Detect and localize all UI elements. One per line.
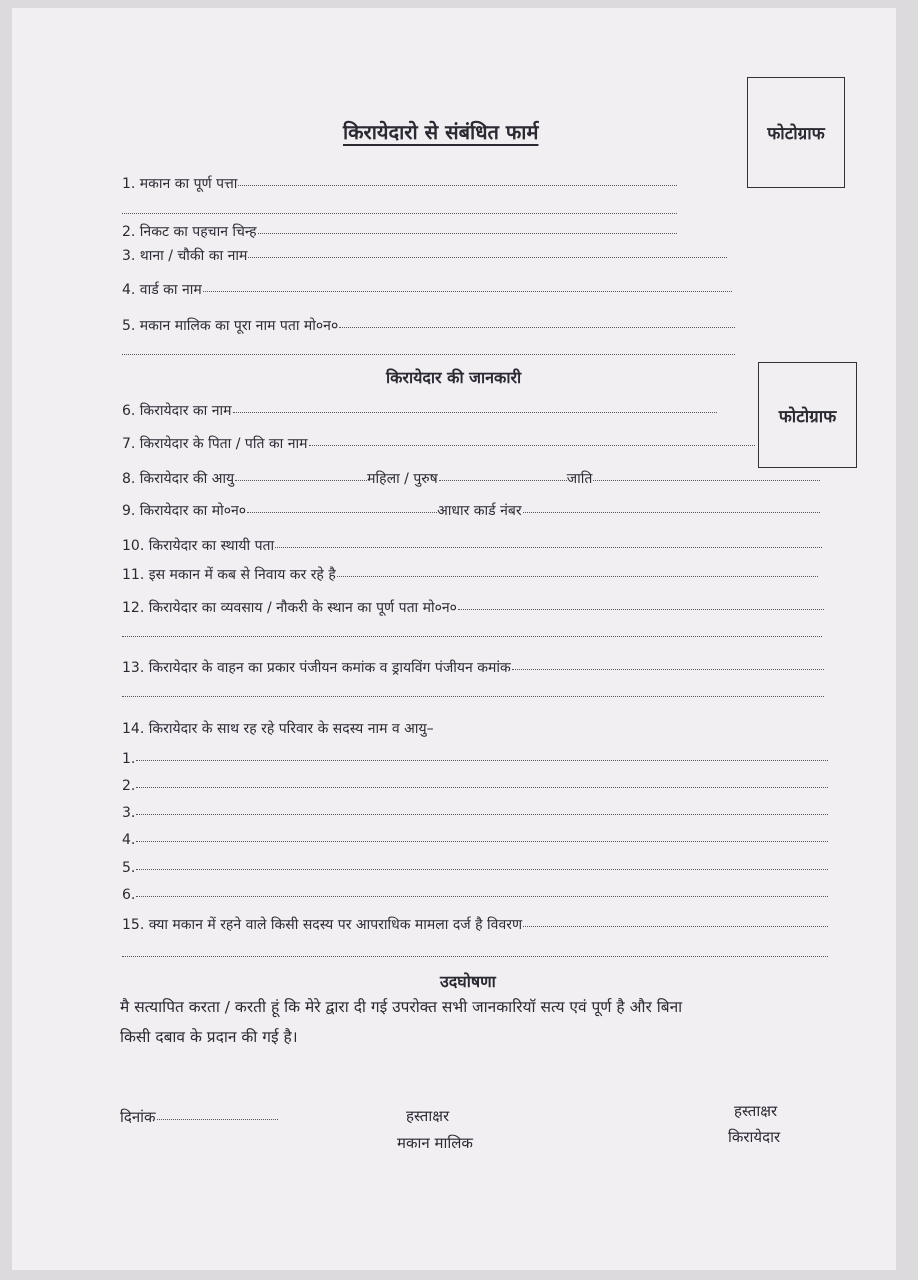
family-member-number: 1.: [122, 751, 136, 767]
declaration-text-line1: मै सत्यापित करता / करती हूं कि मेरे द्वारा दी गई उपरोक्त सभी जानकारियॉ सत्य एवं पूर्ण है और बिना: [120, 998, 683, 1016]
field-criminal-case-line2[interactable]: [122, 956, 828, 957]
form-page: [12, 8, 896, 1270]
declaration-text-line2: किसी दबाव के प्रदान की गई है।: [120, 1028, 298, 1046]
age-label: 8. किरायेदार की आयु: [122, 471, 235, 487]
field-house-address-line2[interactable]: [122, 213, 677, 214]
section-title-tenant-info: किरायेदार की जानकारी: [386, 368, 522, 387]
family-member-row[interactable]: [122, 778, 828, 794]
field-tenant-name[interactable]: 6. किरायेदार का नाम: [122, 401, 717, 420]
field-tenant-mobile-aadhaar[interactable]: [122, 501, 820, 520]
form-title: किरायेदारो से संबंधित फार्म: [343, 120, 539, 144]
declaration-title: उदघोषणा: [440, 972, 496, 991]
photograph-label: फोटोग्राफ: [778, 406, 837, 427]
tenant-label: किरायेदार: [728, 1128, 781, 1146]
family-member-number: 5.: [122, 860, 136, 876]
family-member-row[interactable]: [122, 860, 828, 876]
landlord-signature-label: हस्ताक्षर: [406, 1107, 450, 1125]
field-landmark[interactable]: 2. निकट का पहचान चिन्ह: [122, 222, 677, 241]
field-landlord-details[interactable]: 5. मकान मालिक का पूरा नाम पता मो०न०: [122, 316, 735, 335]
field-family-members-heading: 14. किरायेदार के साथ रह रहे परिवार के सदस्य नाम व आयु–: [122, 721, 434, 737]
field-occupation-address-line2[interactable]: [122, 636, 822, 637]
family-member-number: 3.: [122, 805, 136, 821]
field-criminal-case[interactable]: 15. क्या मकान में रहने वाले किसी सदस्य पर आपराधिक मामला दर्ज है विवरण: [122, 915, 828, 934]
field-house-address[interactable]: 1. मकान का पूर्ण पत्ता: [122, 174, 677, 193]
family-member-row[interactable]: [122, 832, 828, 848]
family-member-row[interactable]: [122, 805, 828, 821]
gender-label: महिला / पुरुष: [367, 471, 438, 487]
field-vehicle-details[interactable]: 13. किरायेदार के वाहन का प्रकार पंजीयन कमांक व ड्रायविंग पंजीयन कमांक: [122, 658, 824, 677]
photograph-label: फोटोग्राफ: [767, 124, 825, 144]
family-member-number: 2.: [122, 778, 136, 794]
family-member-number: 6.: [122, 887, 136, 903]
photograph-box-2: [758, 362, 857, 468]
tenant-signature-label: हस्ताक्षर: [734, 1102, 778, 1120]
family-member-row[interactable]: [122, 751, 828, 767]
field-permanent-address[interactable]: 10. किरायेदार का स्थायी पता: [122, 536, 822, 555]
date-field[interactable]: दिनांक: [120, 1107, 278, 1127]
field-ward-name[interactable]: 4. वार्ड का नाम: [122, 280, 732, 299]
photograph-box-1: [747, 77, 845, 188]
aadhaar-label: आधार कार्ड नंबर: [437, 503, 522, 519]
field-landlord-details-line2[interactable]: [122, 354, 735, 355]
family-member-number: 4.: [122, 832, 136, 848]
field-police-station[interactable]: 3. थाना / चौकी का नाम: [122, 246, 727, 265]
field-occupation-address[interactable]: 12. किरायेदार का व्यवसाय / नौकरी के स्थान का पूर्ण पता मो०न०: [122, 598, 824, 617]
field-vehicle-details-line2[interactable]: [122, 696, 824, 697]
mobile-label: 9. किरायेदार का मो०न०: [122, 503, 247, 519]
field-tenant-age-gender-caste[interactable]: [122, 469, 820, 488]
family-member-row[interactable]: [122, 887, 828, 903]
field-residing-since[interactable]: 11. इस मकान में कब से निवाय कर रहे है: [122, 565, 818, 584]
caste-label: जाति: [566, 471, 593, 487]
landlord-label: मकान मालिक: [397, 1134, 473, 1152]
field-tenant-father-husband[interactable]: 7. किरायेदार के पिता / पति का नाम: [122, 434, 755, 453]
